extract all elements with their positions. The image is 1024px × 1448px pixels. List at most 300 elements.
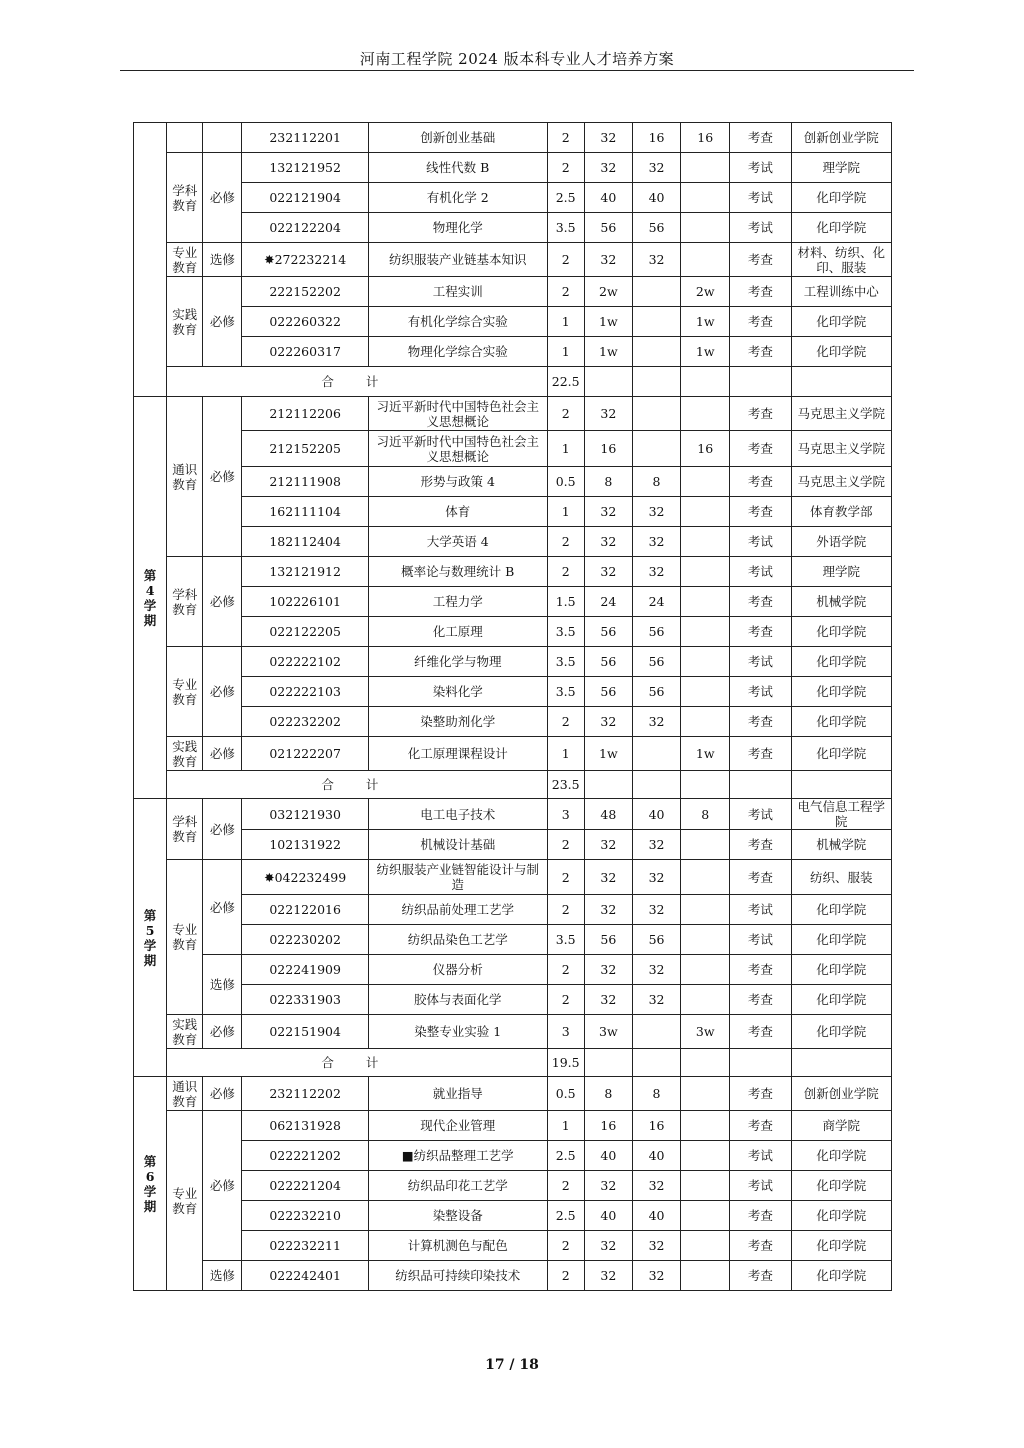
requirement-label: 必修 xyxy=(203,799,242,860)
course-practice-hours xyxy=(681,527,730,557)
course-credit: 2 xyxy=(547,557,584,587)
assessment-type: 考查 xyxy=(730,1015,791,1049)
department: 化印学院 xyxy=(791,707,891,737)
course-name: 纺织品前处理工艺学 xyxy=(368,895,547,925)
course-credit: 2 xyxy=(547,955,584,985)
department: 创新创业学院 xyxy=(791,123,891,153)
course-name: 染整助剂化学 xyxy=(368,707,547,737)
empty-cell xyxy=(632,367,680,397)
table-row xyxy=(134,985,892,1015)
course-practice-hours: 8 xyxy=(681,799,730,830)
table-row xyxy=(134,617,892,647)
category-label: 专业 教育 xyxy=(167,860,203,1015)
course-hours: 32 xyxy=(584,830,632,860)
course-hours: 32 xyxy=(584,123,632,153)
course-hours: 56 xyxy=(584,677,632,707)
assessment-type: 考查 xyxy=(730,467,791,497)
requirement-label: 必修 xyxy=(203,557,242,647)
assessment-type: 考试 xyxy=(730,153,791,183)
course-theory-hours: 32 xyxy=(632,895,680,925)
table-row xyxy=(134,1077,892,1111)
course-hours: 40 xyxy=(584,183,632,213)
course-theory-hours: 32 xyxy=(632,1171,680,1201)
table-row xyxy=(134,307,892,337)
course-code: 021222207 xyxy=(242,737,369,771)
course-code: 212112206 xyxy=(242,397,369,431)
course-hours: 8 xyxy=(584,1077,632,1111)
empty-cell xyxy=(730,367,791,397)
course-theory-hours: 56 xyxy=(632,925,680,955)
course-theory-hours xyxy=(632,277,680,307)
department: 理学院 xyxy=(791,557,891,587)
course-practice-hours xyxy=(681,707,730,737)
empty-cell xyxy=(791,367,891,397)
page-number: 17 / 18 xyxy=(485,1357,539,1373)
empty-cell xyxy=(681,1049,730,1077)
department: 机械学院 xyxy=(791,587,891,617)
empty-cell xyxy=(730,771,791,799)
table-row xyxy=(134,1049,892,1077)
table-row xyxy=(134,1171,892,1201)
total-label: 合 计 xyxy=(167,771,547,799)
department: 化印学院 xyxy=(791,1231,891,1261)
course-practice-hours: 1w xyxy=(681,337,730,367)
category-label: 专业 教育 xyxy=(167,1111,203,1291)
assessment-type: 考试 xyxy=(730,925,791,955)
course-hours: 1w xyxy=(584,307,632,337)
table-row xyxy=(134,895,892,925)
course-hours: 40 xyxy=(584,1141,632,1171)
assessment-type: 考查 xyxy=(730,617,791,647)
course-theory-hours: 32 xyxy=(632,557,680,587)
department: 机械学院 xyxy=(791,830,891,860)
total-label: 合 计 xyxy=(167,1049,547,1077)
course-credit: 1 xyxy=(547,1111,584,1141)
assessment-type: 考查 xyxy=(730,277,791,307)
course-practice-hours xyxy=(681,1261,730,1291)
curriculum-table xyxy=(133,122,892,1291)
table-row xyxy=(134,123,892,153)
course-practice-hours xyxy=(681,1077,730,1111)
table-row xyxy=(134,397,892,431)
assessment-type: 考查 xyxy=(730,497,791,527)
course-name: 现代企业管理 xyxy=(368,1111,547,1141)
assessment-type: 考试 xyxy=(730,799,791,830)
course-code: 182112404 xyxy=(242,527,369,557)
course-credit: 1 xyxy=(547,737,584,771)
course-credit: 3.5 xyxy=(547,647,584,677)
empty-cell xyxy=(203,123,242,153)
course-hours: 40 xyxy=(584,1201,632,1231)
category-label: 专业 教育 xyxy=(167,647,203,737)
course-practice-hours: 16 xyxy=(681,123,730,153)
course-code: 232112202 xyxy=(242,1077,369,1111)
table-row xyxy=(134,183,892,213)
department: 化印学院 xyxy=(791,1171,891,1201)
department: 马克思主义学院 xyxy=(791,397,891,431)
course-name: ■纺织品整理工艺学 xyxy=(368,1141,547,1171)
assessment-type: 考查 xyxy=(730,307,791,337)
assessment-type: 考查 xyxy=(730,337,791,367)
course-theory-hours: 40 xyxy=(632,799,680,830)
course-practice-hours xyxy=(681,677,730,707)
table-row xyxy=(134,213,892,243)
course-hours: 32 xyxy=(584,557,632,587)
assessment-type: 考试 xyxy=(730,213,791,243)
empty-cell xyxy=(791,771,891,799)
course-hours: 3w xyxy=(584,1015,632,1049)
course-credit: 3.5 xyxy=(547,617,584,647)
course-hours: 32 xyxy=(584,1261,632,1291)
course-credit: 3 xyxy=(547,799,584,830)
course-code: 022232210 xyxy=(242,1201,369,1231)
course-theory-hours: 56 xyxy=(632,647,680,677)
course-credit: 3.5 xyxy=(547,677,584,707)
table-row xyxy=(134,153,892,183)
course-name: 仪器分析 xyxy=(368,955,547,985)
course-name: 机械设计基础 xyxy=(368,830,547,860)
course-practice-hours: 16 xyxy=(681,431,730,467)
course-theory-hours: 32 xyxy=(632,527,680,557)
course-code: ✸272232214 xyxy=(242,243,369,277)
course-credit: 3 xyxy=(547,1015,584,1049)
course-theory-hours: 16 xyxy=(632,1111,680,1141)
course-name: 染整设备 xyxy=(368,1201,547,1231)
course-hours: 24 xyxy=(584,587,632,617)
course-hours: 2w xyxy=(584,277,632,307)
course-name: 计算机测色与配色 xyxy=(368,1231,547,1261)
total-credit: 22.5 xyxy=(547,367,584,397)
page-header: 河南工程学院 2024 版本科专业人才培养方案 xyxy=(359,50,675,68)
total-credit: 23.5 xyxy=(547,771,584,799)
assessment-type: 考查 xyxy=(730,431,791,467)
course-practice-hours xyxy=(681,1201,730,1231)
course-code: 022232211 xyxy=(242,1231,369,1261)
course-code: 212152205 xyxy=(242,431,369,467)
table-row xyxy=(134,955,892,985)
empty-cell xyxy=(584,367,632,397)
category-label: 实践 教育 xyxy=(167,737,203,771)
department: 理学院 xyxy=(791,153,891,183)
course-theory-hours: 32 xyxy=(632,153,680,183)
table-row xyxy=(134,771,892,799)
course-credit: 2.5 xyxy=(547,1141,584,1171)
course-code: 022241909 xyxy=(242,955,369,985)
table-row xyxy=(134,1141,892,1171)
course-hours: 16 xyxy=(584,1111,632,1141)
course-credit: 1 xyxy=(547,497,584,527)
course-name: 染整专业实验 1 xyxy=(368,1015,547,1049)
course-code: ✸042232499 xyxy=(242,860,369,895)
course-credit: 1 xyxy=(547,431,584,467)
requirement-label: 选修 xyxy=(203,1261,242,1291)
course-credit: 2 xyxy=(547,860,584,895)
course-code: 022151904 xyxy=(242,1015,369,1049)
assessment-type: 考试 xyxy=(730,557,791,587)
course-hours: 56 xyxy=(584,647,632,677)
department: 化印学院 xyxy=(791,895,891,925)
course-theory-hours: 32 xyxy=(632,955,680,985)
assessment-type: 考查 xyxy=(730,1231,791,1261)
course-name: 创新创业基础 xyxy=(368,123,547,153)
course-hours: 56 xyxy=(584,213,632,243)
department: 化印学院 xyxy=(791,1201,891,1231)
course-hours: 32 xyxy=(584,497,632,527)
course-theory-hours: 40 xyxy=(632,1201,680,1231)
assessment-type: 考查 xyxy=(730,397,791,431)
category-label: 通识 教育 xyxy=(167,397,203,557)
course-code: 102131922 xyxy=(242,830,369,860)
course-code: 022260317 xyxy=(242,337,369,367)
course-name: 就业指导 xyxy=(368,1077,547,1111)
course-hours: 32 xyxy=(584,1231,632,1261)
course-code: 212111908 xyxy=(242,467,369,497)
semester-label: 第 6 学 期 xyxy=(134,1077,167,1291)
course-theory-hours: 32 xyxy=(632,1261,680,1291)
department: 商学院 xyxy=(791,1111,891,1141)
course-practice-hours xyxy=(681,985,730,1015)
empty-cell xyxy=(584,1049,632,1077)
empty-cell xyxy=(632,771,680,799)
course-practice-hours xyxy=(681,557,730,587)
empty-cell xyxy=(632,1049,680,1077)
course-practice-hours: 1w xyxy=(681,307,730,337)
category-label: 学科 教育 xyxy=(167,153,203,243)
assessment-type: 考试 xyxy=(730,1171,791,1201)
course-practice-hours xyxy=(681,830,730,860)
course-practice-hours xyxy=(681,397,730,431)
department: 体育教学部 xyxy=(791,497,891,527)
course-code: 022331903 xyxy=(242,985,369,1015)
course-practice-hours xyxy=(681,647,730,677)
course-practice-hours: 2w xyxy=(681,277,730,307)
table-row xyxy=(134,497,892,527)
table-row xyxy=(134,1261,892,1291)
course-code: 022242401 xyxy=(242,1261,369,1291)
department: 化印学院 xyxy=(791,1261,891,1291)
assessment-type: 考查 xyxy=(730,123,791,153)
course-name: 概率论与数理统计 B xyxy=(368,557,547,587)
course-credit: 2 xyxy=(547,985,584,1015)
course-hours: 16 xyxy=(584,431,632,467)
course-theory-hours: 32 xyxy=(632,985,680,1015)
assessment-type: 考查 xyxy=(730,1077,791,1111)
department: 化印学院 xyxy=(791,337,891,367)
assessment-type: 考试 xyxy=(730,1141,791,1171)
table-row xyxy=(134,527,892,557)
requirement-label: 必修 xyxy=(203,1077,242,1111)
course-hours: 8 xyxy=(584,467,632,497)
category-label: 学科 教育 xyxy=(167,799,203,860)
assessment-type: 考查 xyxy=(730,1261,791,1291)
course-name: 纺织品可持续印染技术 xyxy=(368,1261,547,1291)
course-theory-hours: 32 xyxy=(632,497,680,527)
table-row xyxy=(134,830,892,860)
course-code: 022122204 xyxy=(242,213,369,243)
course-code: 232112201 xyxy=(242,123,369,153)
course-theory-hours: 32 xyxy=(632,243,680,277)
course-theory-hours: 8 xyxy=(632,1077,680,1111)
course-credit: 2 xyxy=(547,1261,584,1291)
course-hours: 48 xyxy=(584,799,632,830)
course-name: 大学英语 4 xyxy=(368,527,547,557)
assessment-type: 考试 xyxy=(730,527,791,557)
course-code: 222152202 xyxy=(242,277,369,307)
table-row xyxy=(134,337,892,367)
department: 化印学院 xyxy=(791,213,891,243)
requirement-label: 必修 xyxy=(203,1015,242,1049)
table-row xyxy=(134,587,892,617)
course-theory-hours xyxy=(632,337,680,367)
course-name: 纤维化学与物理 xyxy=(368,647,547,677)
semester-label-continued xyxy=(134,123,167,397)
course-hours: 32 xyxy=(584,985,632,1015)
requirement-label: 选修 xyxy=(203,243,242,277)
department: 创新创业学院 xyxy=(791,1077,891,1111)
course-practice-hours xyxy=(681,183,730,213)
department: 化印学院 xyxy=(791,677,891,707)
table-row xyxy=(134,467,892,497)
course-name: 物理化学 xyxy=(368,213,547,243)
course-practice-hours xyxy=(681,1141,730,1171)
assessment-type: 考试 xyxy=(730,183,791,213)
department: 马克思主义学院 xyxy=(791,467,891,497)
course-credit: 0.5 xyxy=(547,1077,584,1111)
course-theory-hours: 56 xyxy=(632,677,680,707)
table-row xyxy=(134,1201,892,1231)
department: 化印学院 xyxy=(791,985,891,1015)
course-credit: 2 xyxy=(547,123,584,153)
course-code: 132121912 xyxy=(242,557,369,587)
course-theory-hours: 56 xyxy=(632,617,680,647)
course-credit: 0.5 xyxy=(547,467,584,497)
course-code: 032121930 xyxy=(242,799,369,830)
course-code: 022230202 xyxy=(242,925,369,955)
course-theory-hours: 40 xyxy=(632,183,680,213)
course-theory-hours: 32 xyxy=(632,1231,680,1261)
category-label: 通识 教育 xyxy=(167,1077,203,1111)
course-name: 化工原理课程设计 xyxy=(368,737,547,771)
assessment-type: 考查 xyxy=(730,587,791,617)
course-credit: 2 xyxy=(547,830,584,860)
category-label: 实践 教育 xyxy=(167,1015,203,1049)
course-code: 022122016 xyxy=(242,895,369,925)
course-name: 习近平新时代中国特色社会主义思想概论 xyxy=(368,431,547,467)
department: 外语学院 xyxy=(791,527,891,557)
semester-label: 第 5 学 期 xyxy=(134,799,167,1077)
assessment-type: 考试 xyxy=(730,677,791,707)
course-code: 062131928 xyxy=(242,1111,369,1141)
semester-label: 第 4 学 期 xyxy=(134,397,167,799)
assessment-type: 考查 xyxy=(730,985,791,1015)
course-hours: 32 xyxy=(584,955,632,985)
course-theory-hours: 32 xyxy=(632,860,680,895)
course-name: 纺织服装产业链智能设计与制造 xyxy=(368,860,547,895)
course-hours: 56 xyxy=(584,925,632,955)
course-name: 物理化学综合实验 xyxy=(368,337,547,367)
course-credit: 2 xyxy=(547,153,584,183)
course-code: 022222103 xyxy=(242,677,369,707)
course-hours: 32 xyxy=(584,1171,632,1201)
course-name: 纺织服装产业链基本知识 xyxy=(368,243,547,277)
department: 化印学院 xyxy=(791,955,891,985)
course-theory-hours: 16 xyxy=(632,123,680,153)
course-code: 022232202 xyxy=(242,707,369,737)
course-name: 工程实训 xyxy=(368,277,547,307)
course-code: 022221202 xyxy=(242,1141,369,1171)
course-hours: 32 xyxy=(584,243,632,277)
course-theory-hours: 40 xyxy=(632,1141,680,1171)
course-name: 体育 xyxy=(368,497,547,527)
requirement-label: 必修 xyxy=(203,397,242,557)
header-rule xyxy=(120,70,914,71)
assessment-type: 考试 xyxy=(730,647,791,677)
course-practice-hours xyxy=(681,497,730,527)
requirement-label: 必修 xyxy=(203,860,242,955)
course-name: 线性代数 B xyxy=(368,153,547,183)
assessment-type: 考试 xyxy=(730,895,791,925)
course-name: 纺织品染色工艺学 xyxy=(368,925,547,955)
course-practice-hours xyxy=(681,895,730,925)
course-credit: 2 xyxy=(547,895,584,925)
course-practice-hours xyxy=(681,860,730,895)
course-hours: 32 xyxy=(584,860,632,895)
table-row xyxy=(134,431,892,467)
course-name: 电工电子技术 xyxy=(368,799,547,830)
empty-cell xyxy=(681,771,730,799)
category-label: 专业 教育 xyxy=(167,243,203,277)
department: 工程训练中心 xyxy=(791,277,891,307)
table-row xyxy=(134,860,892,895)
table-row xyxy=(134,647,892,677)
course-practice-hours xyxy=(681,1231,730,1261)
table-row xyxy=(134,925,892,955)
course-practice-hours: 3w xyxy=(681,1015,730,1049)
table-row xyxy=(134,367,892,397)
table-row xyxy=(134,677,892,707)
course-credit: 1 xyxy=(547,307,584,337)
empty-cell xyxy=(584,771,632,799)
course-credit: 1.5 xyxy=(547,587,584,617)
assessment-type: 考查 xyxy=(730,707,791,737)
department: 马克思主义学院 xyxy=(791,431,891,467)
requirement-label: 必修 xyxy=(203,1111,242,1261)
course-name: 染料化学 xyxy=(368,677,547,707)
requirement-label: 必修 xyxy=(203,647,242,737)
course-hours: 1w xyxy=(584,337,632,367)
empty-cell xyxy=(730,1049,791,1077)
course-name: 纺织品印花工艺学 xyxy=(368,1171,547,1201)
department: 化印学院 xyxy=(791,617,891,647)
assessment-type: 考查 xyxy=(730,1201,791,1231)
course-code: 022260322 xyxy=(242,307,369,337)
course-theory-hours: 8 xyxy=(632,467,680,497)
requirement-label: 必修 xyxy=(203,153,242,243)
total-credit: 19.5 xyxy=(547,1049,584,1077)
course-code: 022122205 xyxy=(242,617,369,647)
course-name: 化工原理 xyxy=(368,617,547,647)
course-name: 胶体与表面化学 xyxy=(368,985,547,1015)
course-theory-hours xyxy=(632,431,680,467)
course-credit: 2.5 xyxy=(547,183,584,213)
course-code: 022222102 xyxy=(242,647,369,677)
department: 化印学院 xyxy=(791,307,891,337)
table-row xyxy=(134,557,892,587)
course-practice-hours xyxy=(681,153,730,183)
department: 材料、纺织、化印、服装 xyxy=(791,243,891,277)
empty-cell xyxy=(681,367,730,397)
course-practice-hours xyxy=(681,1171,730,1201)
